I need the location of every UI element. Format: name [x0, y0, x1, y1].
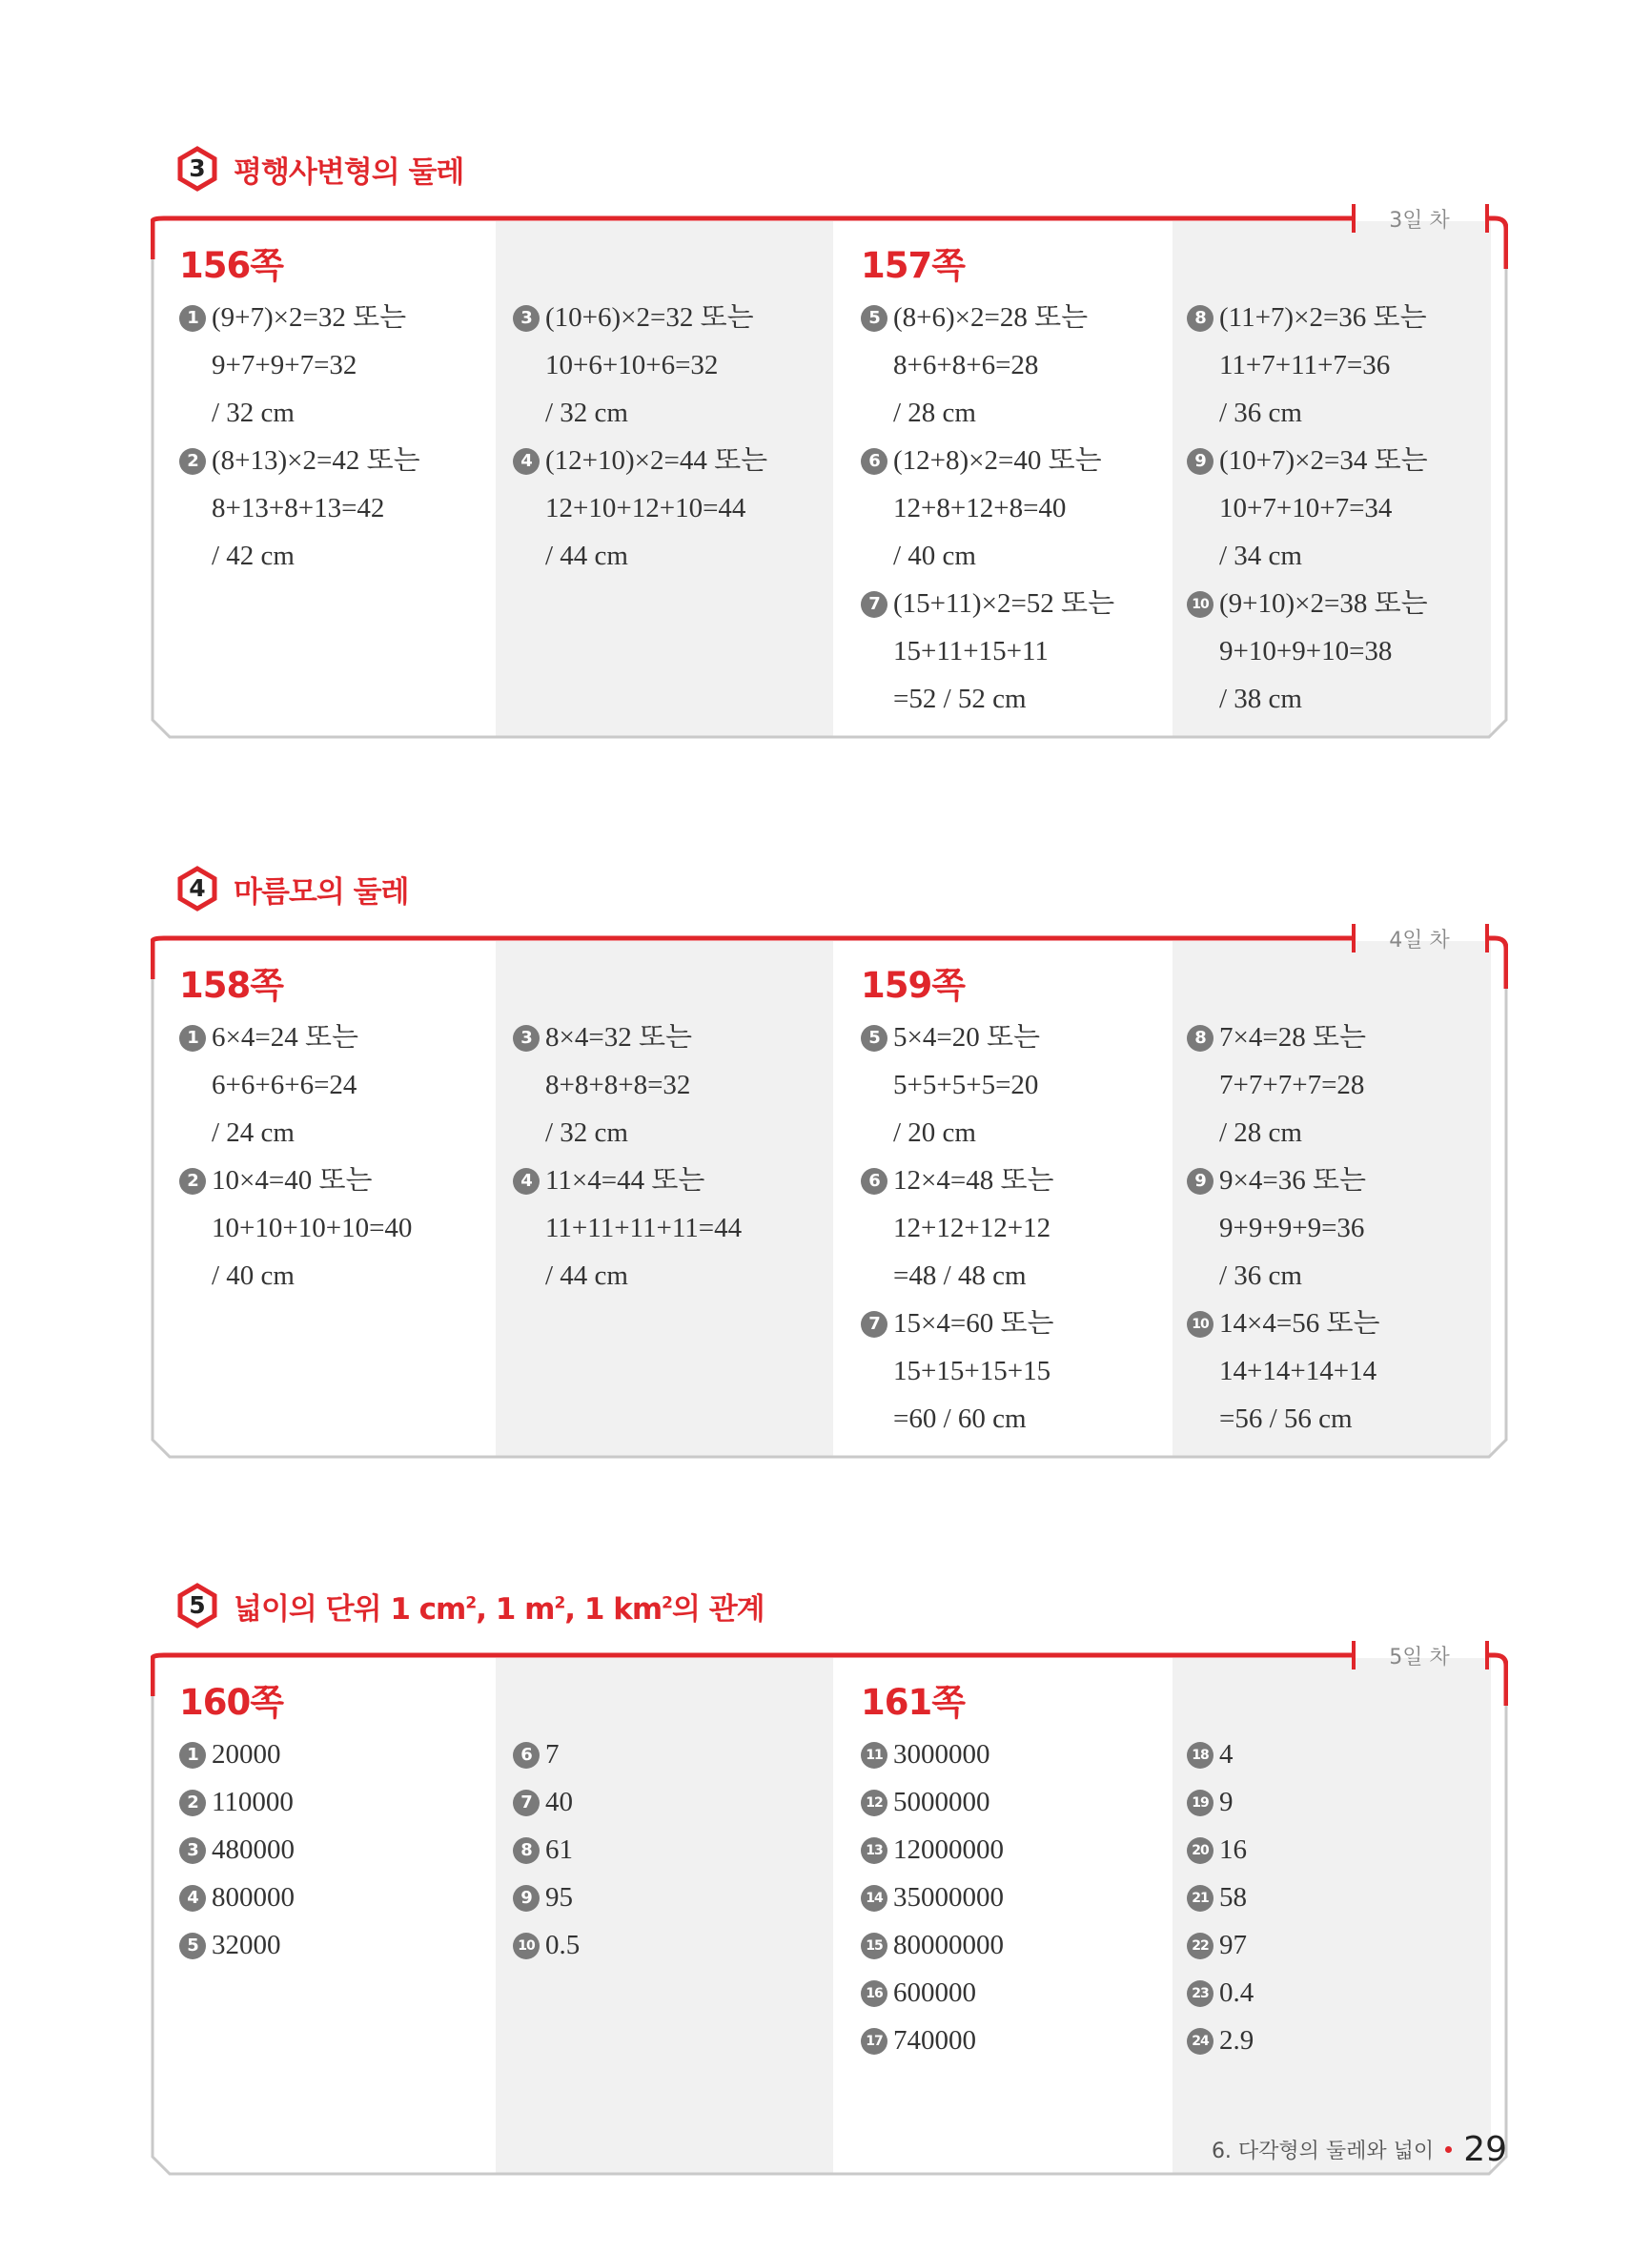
page-label-right: 157쪽 [861, 245, 965, 286]
frame-border [151, 1637, 1508, 2181]
problem-number-badge: 7 [861, 591, 887, 618]
answer-text: / 36 cm [1219, 1260, 1302, 1291]
answer-text: 5+5+5+5=20 [893, 1070, 1039, 1100]
section-title: 평행사변형의 둘레 [234, 154, 464, 190]
problem-number-badge: 9 [1187, 448, 1214, 475]
problem-number-badge: 4 [513, 1168, 540, 1195]
answer-text: 11+11+11+11=44 [545, 1213, 743, 1243]
answer-text: 9×4=36 또는 [1219, 1165, 1366, 1196]
page-footer [1212, 2130, 1507, 2169]
answer-text: (15+11)×2=52 또는 [893, 588, 1115, 619]
day-label: 5일 차 [1389, 1646, 1450, 1669]
answer-text: 0.5 [545, 1930, 581, 1960]
problem-number-badge: 12 [861, 1790, 887, 1816]
page-label-left: 156쪽 [179, 245, 283, 286]
answer-text: (9+7)×2=32 또는 [212, 302, 407, 333]
answer-text: 35000000 [893, 1882, 1004, 1913]
page-label-left: 160쪽 [179, 1682, 283, 1723]
answer-text: 0.4 [1219, 1977, 1254, 2008]
answer-text: 10+10+10+10=40 [212, 1213, 413, 1243]
answer-text: 15+15+15+15 [893, 1356, 1051, 1386]
section-number-badge [174, 146, 220, 192]
answer-text: / 28 cm [1219, 1117, 1302, 1148]
problem-number-badge: 1 [179, 1025, 206, 1052]
problem-number-badge: 5 [179, 1933, 206, 1959]
answer-text: 8+8+8+8=32 [545, 1070, 691, 1100]
answer-text: =60 / 60 cm [893, 1403, 1027, 1434]
answer-text: 480000 [212, 1834, 295, 1865]
answer-text: 7×4=28 또는 [1219, 1022, 1366, 1053]
answer-text: / 32 cm [545, 1117, 628, 1148]
problem-number-badge: 1 [179, 305, 206, 332]
section-header [174, 1580, 765, 1631]
answer-text: =52 / 52 cm [893, 684, 1027, 714]
problem-number-badge: 17 [861, 2028, 887, 2055]
problem-number-badge: 22 [1187, 1933, 1214, 1959]
section-number: 4 [189, 874, 206, 902]
answer-text: 740000 [893, 2025, 976, 2056]
answer-text: (12+10)×2=44 또는 [545, 445, 768, 476]
page-label-right: 159쪽 [861, 965, 965, 1006]
answer-text: 97 [1219, 1930, 1247, 1960]
page-label-left: 158쪽 [179, 965, 283, 1006]
problem-number-badge: 18 [1187, 1742, 1214, 1769]
answer-text: 600000 [893, 1977, 976, 2008]
answer-text: 8+6+8+6=28 [893, 350, 1039, 380]
answer-text: 95 [545, 1882, 573, 1913]
chapter-title: 6. 다각형의 둘레와 넓이 [1211, 2140, 1435, 2163]
answer-text: 110000 [212, 1787, 294, 1817]
problem-number-badge: 2 [179, 1168, 206, 1195]
problem-number-badge: 3 [513, 1025, 540, 1052]
answer-text: 15×4=60 또는 [893, 1308, 1054, 1339]
answer-text: 3000000 [893, 1739, 990, 1770]
answer-text: =56 / 56 cm [1219, 1403, 1353, 1434]
problem-number-badge: 11 [861, 1742, 887, 1769]
problem-number-badge: 9 [1187, 1168, 1214, 1195]
answer-text: 9+10+9+10=38 [1219, 636, 1393, 666]
section-number: 3 [189, 154, 206, 182]
answer-text: 12+12+12+12 [893, 1213, 1051, 1243]
answer-text: 12000000 [893, 1834, 1004, 1865]
problem-number-badge: 2 [179, 448, 206, 475]
section-title: 넓이의 단위 1 $cm^2$, 1 $m^2$, 1 $km^2$의 관계 [234, 1591, 765, 1627]
answer-text: (12+8)×2=40 또는 [893, 445, 1102, 476]
answer-text: 5000000 [893, 1787, 990, 1817]
answer-text: 5×4=20 또는 [893, 1022, 1040, 1053]
problem-number-badge: 13 [861, 1837, 887, 1864]
section-header [174, 143, 463, 195]
answer-text: 6+6+6+6=24 [212, 1070, 357, 1100]
problem-number-badge: 3 [179, 1837, 206, 1864]
answer-text: 14×4=56 또는 [1219, 1308, 1380, 1339]
problem-number-badge: 20 [1187, 1837, 1214, 1864]
answer-text: 7+7+7+7=28 [1219, 1070, 1365, 1100]
answer-text: / 38 cm [1219, 684, 1302, 714]
problem-number-badge: 19 [1187, 1790, 1214, 1816]
problem-number-badge: 23 [1187, 1980, 1214, 2007]
answer-text: 6×4=24 또는 [212, 1022, 358, 1053]
answer-text: 8×4=32 또는 [545, 1022, 692, 1053]
answer-text: / 20 cm [893, 1117, 976, 1148]
section-number: 5 [189, 1591, 206, 1619]
answer-text: 61 [545, 1834, 573, 1865]
day-label: 3일 차 [1389, 209, 1450, 233]
bullet-dot-icon [1445, 2146, 1452, 2153]
problem-number-badge: 2 [179, 1790, 206, 1816]
section-number-badge [174, 866, 220, 911]
answer-text: 12+10+12+10=44 [545, 493, 746, 523]
problem-number-badge: 4 [513, 448, 540, 475]
answer-text: / 40 cm [893, 541, 976, 571]
problem-number-badge: 16 [861, 1980, 887, 2007]
answer-text: 2.9 [1219, 2025, 1254, 2056]
answer-frame [151, 920, 1508, 1464]
answer-text: =48 / 48 cm [893, 1260, 1027, 1291]
answer-text: 40 [545, 1787, 573, 1817]
answer-frame [151, 200, 1508, 744]
problem-number-badge: 6 [861, 448, 887, 475]
answer-text: 10+6+10+6=32 [545, 350, 719, 380]
problem-number-badge: 21 [1187, 1885, 1214, 1912]
problem-number-badge: 1 [179, 1742, 206, 1769]
answer-text: / 34 cm [1219, 541, 1302, 571]
answer-text: / 42 cm [212, 541, 295, 571]
answer-text: 8+13+8+13=42 [212, 493, 385, 523]
problem-number-badge: 5 [861, 305, 887, 332]
page-label-right: 161쪽 [861, 1682, 965, 1723]
answer-text: (10+7)×2=34 또는 [1219, 445, 1428, 476]
problem-number-badge: 4 [179, 1885, 206, 1912]
problem-number-badge: 8 [513, 1837, 540, 1864]
section-header [174, 863, 408, 914]
problem-number-badge: 6 [861, 1168, 887, 1195]
problem-number-badge: 10 [513, 1933, 540, 1959]
answer-text: 9+7+9+7=32 [212, 350, 357, 380]
answer-text: 80000000 [893, 1930, 1004, 1960]
answer-text: 4 [1219, 1739, 1234, 1770]
answer-text: (11+7)×2=36 또는 [1219, 302, 1427, 333]
answer-text: 32000 [212, 1930, 281, 1960]
day-label: 4일 차 [1389, 929, 1450, 952]
answer-text: / 28 cm [893, 398, 976, 428]
answer-text: 15+11+15+11 [893, 636, 1049, 666]
answer-text: / 32 cm [212, 398, 295, 428]
answer-text: 9 [1219, 1787, 1234, 1817]
answer-text: 11+7+11+7=36 [1219, 350, 1391, 380]
answer-frame [151, 1637, 1508, 2181]
problem-number-badge: 10 [1187, 591, 1214, 618]
section-number-badge [174, 1583, 220, 1628]
problem-number-badge: 8 [1187, 305, 1214, 332]
answer-text: 16 [1219, 1834, 1247, 1865]
problem-number-badge: 24 [1187, 2028, 1214, 2055]
problem-number-badge: 5 [861, 1025, 887, 1052]
answer-text: 9+9+9+9=36 [1219, 1213, 1365, 1243]
answer-text: 12+8+12+8=40 [893, 493, 1067, 523]
problem-number-badge: 6 [513, 1742, 540, 1769]
answer-text: 12×4=48 또는 [893, 1165, 1054, 1196]
problem-number-badge: 9 [513, 1885, 540, 1912]
problem-number-badge: 8 [1187, 1025, 1214, 1052]
answer-text: (10+6)×2=32 또는 [545, 302, 754, 333]
answer-text: / 44 cm [545, 541, 628, 571]
answer-text: / 24 cm [212, 1117, 295, 1148]
answer-text: 11×4=44 또는 [545, 1165, 705, 1196]
answer-text: 58 [1219, 1882, 1247, 1913]
answer-text: / 40 cm [212, 1260, 295, 1291]
answer-text: 20000 [212, 1739, 281, 1770]
page-number: 29 [1463, 2130, 1507, 2169]
answer-text: / 32 cm [545, 398, 628, 428]
section-title: 마름모의 둘레 [234, 874, 409, 910]
problem-number-badge: 10 [1187, 1311, 1214, 1338]
problem-number-badge: 14 [861, 1885, 887, 1912]
answer-text: 800000 [212, 1882, 295, 1913]
answer-text: 10+7+10+7=34 [1219, 493, 1393, 523]
answer-text: (8+13)×2=42 또는 [212, 445, 420, 476]
problem-number-badge: 7 [513, 1790, 540, 1816]
answer-text: / 36 cm [1219, 398, 1302, 428]
answer-text: (9+10)×2=38 또는 [1219, 588, 1428, 619]
answer-text: / 44 cm [545, 1260, 628, 1291]
answer-text: 10×4=40 또는 [212, 1165, 373, 1196]
answer-text: 14+14+14+14 [1219, 1356, 1377, 1386]
problem-number-badge: 7 [861, 1311, 887, 1338]
answer-text: (8+6)×2=28 또는 [893, 302, 1089, 333]
answer-text: 7 [545, 1739, 560, 1770]
problem-number-badge: 3 [513, 305, 540, 332]
problem-number-badge: 15 [861, 1933, 887, 1959]
